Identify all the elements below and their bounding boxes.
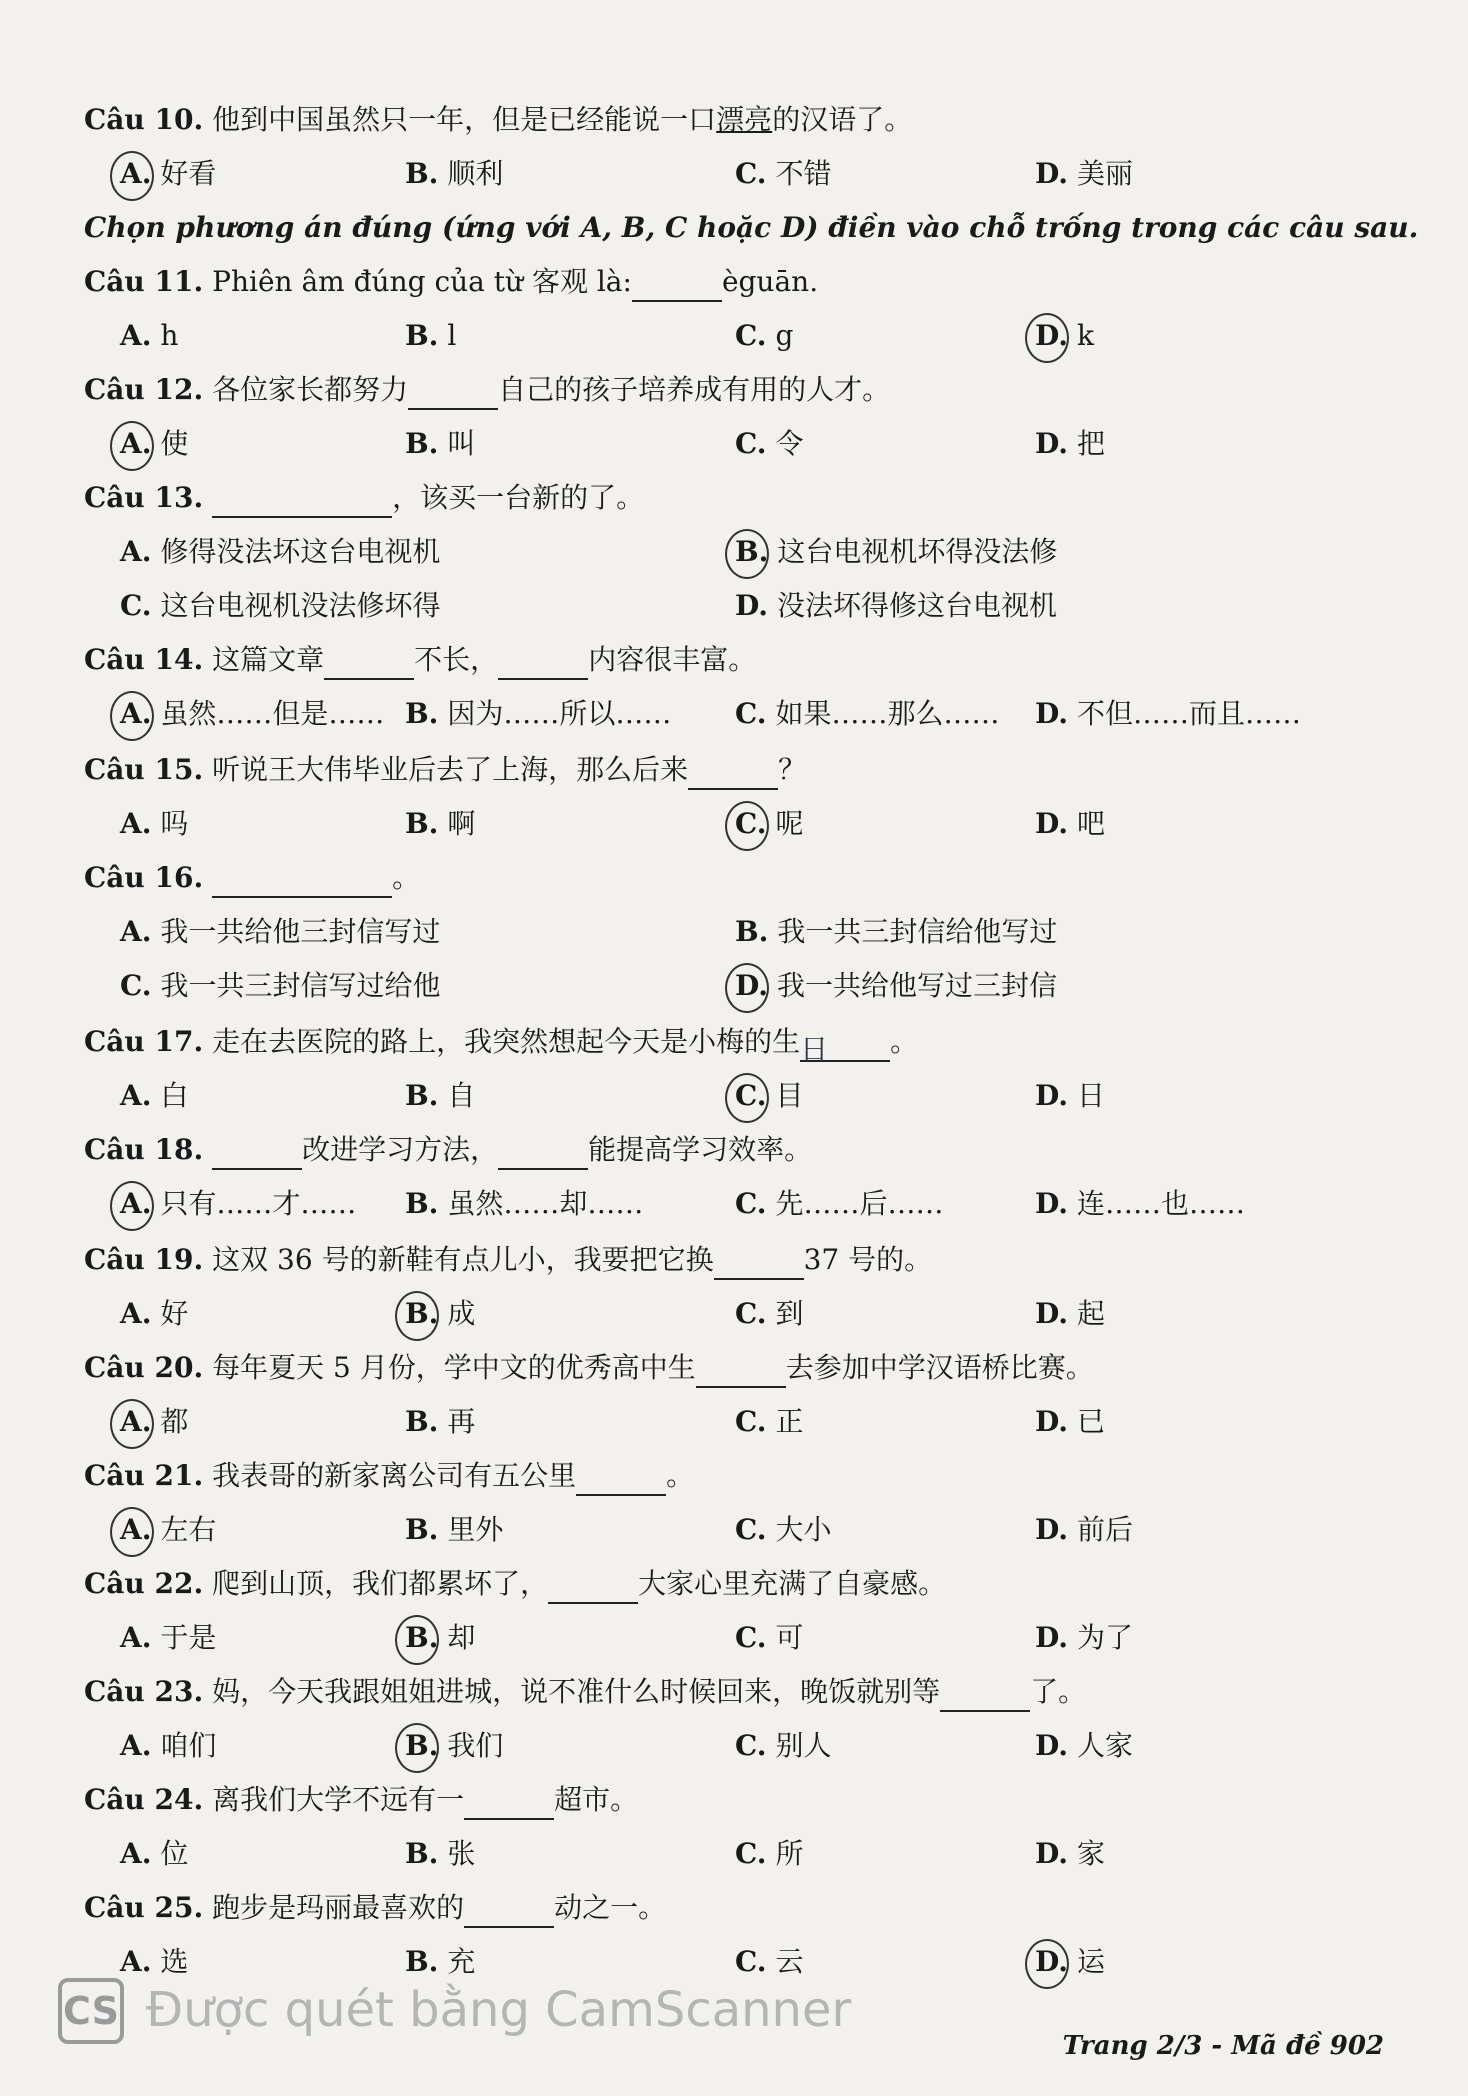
option-text: 我一共三封信给他写过: [777, 915, 1058, 948]
option-d[interactable]: [1035, 1402, 1105, 1442]
question-number: Câu 13.: [84, 481, 204, 514]
question-text-post: 内容很丰富。: [588, 643, 757, 676]
option-letter: A.: [120, 697, 152, 730]
option-text: 大小: [775, 1513, 832, 1546]
question-text-post: ，该买一台新的了。: [392, 481, 645, 514]
question-number: Câu 14.: [84, 643, 204, 676]
option-text: 位: [160, 1837, 189, 1870]
question-line: [84, 478, 644, 518]
answer-blank[interactable]: [940, 1680, 1030, 1712]
option-text: 所: [775, 1837, 804, 1870]
option-text: 却: [447, 1621, 476, 1654]
option-letter: D.: [1035, 1187, 1069, 1220]
option-a[interactable]: [120, 1618, 216, 1658]
question-number: Câu 10.: [84, 103, 204, 136]
option-d[interactable]: [1035, 804, 1105, 844]
question-text-pre: 离我们大学不远有一: [212, 1783, 465, 1816]
option-letter: B.: [405, 807, 439, 840]
question-line: [84, 1240, 932, 1280]
question-text-post: 了。: [1030, 1675, 1087, 1708]
question-line: [84, 1022, 919, 1066]
option-c[interactable]: [735, 1942, 803, 1982]
option-b[interactable]: [405, 1726, 503, 1766]
option-text: 我一共给他三封信写过: [160, 915, 441, 948]
question-text-post: 大家心里充满了自豪感。: [638, 1567, 947, 1600]
option-d[interactable]: [1035, 1942, 1105, 1982]
question-text-pre: 我表哥的新家离公司有五公里: [212, 1459, 577, 1492]
option-text: 都: [160, 1405, 189, 1438]
option-d[interactable]: [1035, 316, 1094, 356]
option-d[interactable]: [1035, 1618, 1133, 1658]
option-text: 吗: [160, 807, 189, 840]
option-a[interactable]: [120, 1726, 216, 1766]
scanned-watermark: Được quét bằng CamScanner: [146, 1982, 852, 2038]
question-text-pre: 这篇文章: [212, 643, 325, 676]
option-c[interactable]: [735, 694, 999, 734]
option-text: 到: [775, 1297, 804, 1330]
question-number: Câu 25.: [84, 1891, 204, 1924]
option-letter: A.: [120, 1079, 152, 1112]
option-b[interactable]: [405, 1294, 475, 1334]
question-text-mid: 不长，: [414, 643, 499, 676]
option-letter: A.: [120, 1513, 152, 1546]
option-text: 自: [447, 1079, 476, 1112]
option-text: 这台电视机没法修坏得: [160, 589, 441, 622]
option-a[interactable]: [120, 424, 188, 464]
option-letter: C.: [735, 1729, 767, 1762]
option-letter: A.: [120, 1297, 152, 1330]
answer-blank[interactable]: [576, 1464, 666, 1496]
answer-blank[interactable]: [212, 866, 392, 898]
option-letter: D.: [1035, 1837, 1069, 1870]
question-line: [84, 640, 756, 680]
option-d[interactable]: [1035, 1834, 1105, 1874]
question-text-post: 37 号的。: [803, 1243, 933, 1276]
instruction-text: Chọn phương án đúng (ứng với A, B, C hoặc D) điền vào chỗ trống trong các câu sau.: [84, 211, 1419, 244]
option-c[interactable]: [735, 1076, 803, 1116]
page-footer: Trang 2/3 - Mã đề 902: [1062, 2031, 1384, 2061]
option-letter: D.: [735, 969, 769, 1002]
option-text: 如果……那么……: [775, 697, 1000, 730]
option-letter: C.: [735, 1621, 767, 1654]
option-text: 令: [775, 427, 804, 460]
option-text: 我一共三封信写过给他: [160, 969, 441, 1002]
option-a[interactable]: [120, 154, 216, 194]
option-d[interactable]: [1035, 1076, 1105, 1116]
option-c[interactable]: [735, 1618, 803, 1658]
option-letter: A.: [120, 427, 152, 460]
option-c[interactable]: [735, 1294, 803, 1334]
option-letter: A.: [120, 1945, 152, 1978]
question-number: Câu 19.: [84, 1243, 204, 1276]
option-letter: B.: [405, 1187, 439, 1220]
option-letter: C.: [735, 319, 767, 352]
option-b[interactable]: [405, 154, 503, 194]
option-letter: D.: [1035, 697, 1069, 730]
option-letter: B.: [405, 1621, 439, 1654]
answer-blank[interactable]: [464, 1788, 554, 1820]
option-text: 可: [775, 1621, 804, 1654]
option-letter: A.: [120, 1729, 152, 1762]
option-letter: A.: [120, 319, 152, 352]
question-line: [84, 1564, 946, 1604]
option-letter: C.: [735, 1297, 767, 1330]
option-text: 这台电视机坏得没法修: [777, 535, 1058, 568]
option-c[interactable]: [735, 1726, 831, 1766]
option-letter: D.: [1035, 1079, 1069, 1112]
option-a[interactable]: [120, 804, 188, 844]
option-letter: C.: [735, 1945, 767, 1978]
option-letter: D.: [1035, 1729, 1069, 1762]
answer-blank[interactable]: [212, 1138, 302, 1170]
option-text: 起: [1076, 1297, 1105, 1330]
option-text: 顺利: [447, 157, 504, 190]
question-text-post: 。: [392, 861, 421, 894]
option-c[interactable]: [735, 316, 793, 356]
option-text: 修得没法坏这台电视机: [160, 535, 441, 568]
option-b[interactable]: [405, 694, 671, 734]
option-text: 再: [447, 1405, 476, 1438]
answer-blank[interactable]: [632, 270, 722, 302]
question-line: [84, 750, 806, 790]
option-letter: C.: [120, 589, 152, 622]
question-text-pre: 走在去医院的路上，我突然想起今天是小梅的生: [212, 1025, 801, 1058]
answer-blank[interactable]: [498, 1138, 588, 1170]
option-text: 日: [1076, 1079, 1105, 1112]
option-text: 连……也……: [1076, 1187, 1245, 1220]
option-letter: C.: [735, 807, 767, 840]
option-b[interactable]: [405, 1402, 475, 1442]
option-text: 没法坏得修这台电视机: [776, 589, 1057, 622]
option-c[interactable]: [735, 154, 831, 194]
option-b[interactable]: [405, 316, 456, 356]
option-d[interactable]: [1035, 1294, 1105, 1334]
option-text: 啊: [447, 807, 476, 840]
option-text: 虽然……却……: [447, 1187, 644, 1220]
option-letter: C.: [735, 1837, 767, 1870]
question-text-pre: 跑步是玛丽最喜欢的: [212, 1891, 465, 1924]
option-letter: C.: [735, 697, 767, 730]
option-text: 不但……而且……: [1076, 697, 1301, 730]
option-a[interactable]: [120, 1834, 188, 1874]
option-text: 使: [160, 427, 189, 460]
answer-blank[interactable]: [548, 1572, 638, 1604]
option-text: 呢: [775, 807, 804, 840]
question-text-mid: 改进学习方法，: [302, 1133, 499, 1166]
option-letter: C.: [120, 969, 152, 1002]
option-letter: B.: [735, 915, 769, 948]
option-letter: B.: [735, 535, 769, 568]
option-d[interactable]: [735, 966, 1057, 1006]
option-d[interactable]: [1035, 694, 1301, 734]
option-letter: A.: [120, 915, 152, 948]
option-c[interactable]: [735, 1510, 831, 1550]
question-number: Câu 12.: [84, 373, 204, 406]
option-letter: D.: [1035, 1945, 1069, 1978]
option-b[interactable]: [405, 1834, 475, 1874]
option-d[interactable]: [1035, 154, 1133, 194]
option-letter: B.: [405, 1405, 439, 1438]
option-letter: A.: [120, 1187, 152, 1220]
question-text-post: 的汉语了。: [772, 103, 913, 136]
option-a[interactable]: [120, 694, 384, 734]
option-text: 我一共给他写过三封信: [776, 969, 1057, 1002]
option-c[interactable]: [120, 586, 440, 626]
option-text: 正: [775, 1405, 804, 1438]
option-letter: B.: [405, 319, 439, 352]
option-text: 好: [160, 1297, 189, 1330]
option-text: 咱们: [160, 1729, 217, 1762]
option-text: 里外: [447, 1513, 504, 1546]
option-text: 美丽: [1076, 157, 1133, 190]
option-text: 因为……所以……: [447, 697, 672, 730]
option-text: 左右: [160, 1513, 217, 1546]
option-letter: D.: [735, 589, 769, 622]
underlined-word: 漂亮: [716, 103, 773, 136]
option-a[interactable]: [120, 1294, 188, 1334]
question-text-post: èguān.: [721, 265, 819, 298]
answer-blank[interactable]: [498, 648, 588, 680]
option-text: h: [160, 319, 179, 352]
question-number: Câu 15.: [84, 753, 204, 786]
question-line: [84, 1348, 1094, 1388]
option-a[interactable]: [120, 1942, 188, 1982]
option-text: k: [1076, 319, 1094, 352]
camscanner-logo: CS: [58, 1978, 124, 2044]
question-line: [84, 1456, 694, 1496]
option-letter: B.: [405, 157, 439, 190]
option-letter: D.: [1035, 1621, 1069, 1654]
option-letter: D.: [1035, 1513, 1069, 1546]
option-a[interactable]: [120, 1402, 188, 1442]
option-letter: C.: [735, 1405, 767, 1438]
option-text: 家: [1076, 1837, 1105, 1870]
answer-blank[interactable]: [800, 1030, 890, 1066]
option-text: 充: [447, 1945, 476, 1978]
option-letter: D.: [1035, 157, 1069, 190]
question-text-post: 动之一。: [554, 1891, 667, 1924]
question-line: [84, 100, 912, 140]
option-letter: A.: [120, 1837, 152, 1870]
option-b[interactable]: [405, 424, 475, 464]
option-letter: B.: [405, 697, 439, 730]
question-number: Câu 20.: [84, 1351, 204, 1384]
option-letter: D.: [1035, 319, 1069, 352]
option-d[interactable]: [1035, 424, 1105, 464]
question-text-post: ？: [778, 753, 807, 786]
option-letter: D.: [1035, 807, 1069, 840]
question-text-post: 超市。: [554, 1783, 639, 1816]
question-text-pre: 爬到山顶，我们都累坏了，: [212, 1567, 549, 1600]
question-line: [84, 1780, 638, 1820]
question-text-pre: 他到中国虽然只一年，但是已经能说一口: [212, 103, 717, 136]
option-text: 目: [775, 1079, 804, 1112]
option-text: 于是: [160, 1621, 217, 1654]
option-text: 我们: [447, 1729, 504, 1762]
answer-blank[interactable]: [714, 1248, 804, 1280]
option-a[interactable]: [120, 1510, 216, 1550]
question-line: [84, 858, 420, 898]
option-a[interactable]: [120, 1076, 188, 1116]
option-text: 吧: [1076, 807, 1105, 840]
question-text-pre: Phiên âm đúng của từ 客观 là:: [212, 265, 632, 298]
option-text: 虽然……但是……: [160, 697, 385, 730]
option-text: 前后: [1076, 1513, 1133, 1546]
answer-blank[interactable]: [464, 1896, 554, 1928]
question-number: Câu 18.: [84, 1133, 204, 1166]
question-number: Câu 11.: [84, 265, 204, 298]
option-text: g: [775, 319, 794, 352]
option-letter: D.: [1035, 1297, 1069, 1330]
question-text-pre: 妈，今天我跟姐姐进城，说不准什么时候回来，晚饭就别等: [212, 1675, 941, 1708]
option-text: 白: [160, 1079, 189, 1112]
question-text-pre: 各位家长都努力: [212, 373, 409, 406]
question-line: [84, 1888, 666, 1928]
question-text-post: 自己的孩子培养成有用的人才。: [498, 373, 891, 406]
option-text: 不错: [775, 157, 832, 190]
question-line: [84, 1130, 812, 1170]
option-a[interactable]: [120, 532, 440, 572]
option-c[interactable]: [735, 804, 803, 844]
option-text: 把: [1076, 427, 1105, 460]
option-a[interactable]: [120, 316, 178, 356]
question-number: Câu 23.: [84, 1675, 204, 1708]
question-text-post: 去参加中学汉语桥比赛。: [785, 1351, 1094, 1384]
option-text: 云: [775, 1945, 804, 1978]
option-a[interactable]: [120, 1184, 356, 1224]
question-number: Câu 22.: [84, 1567, 204, 1600]
answer-blank[interactable]: [696, 1356, 786, 1388]
option-b[interactable]: [405, 1618, 475, 1658]
question-text-post: 能提高学习效率。: [588, 1133, 813, 1166]
question-number: Câu 24.: [84, 1783, 204, 1816]
option-letter: B.: [405, 1297, 439, 1330]
option-text: 叫: [447, 427, 476, 460]
option-letter: A.: [120, 1405, 152, 1438]
answer-blank[interactable]: [688, 758, 778, 790]
option-letter: B.: [405, 1837, 439, 1870]
option-b[interactable]: [735, 532, 1057, 572]
option-letter: A.: [120, 807, 152, 840]
option-letter: B.: [405, 1079, 439, 1112]
option-letter: C.: [735, 1513, 767, 1546]
option-b[interactable]: [405, 804, 475, 844]
option-text: 已: [1076, 1405, 1105, 1438]
option-c[interactable]: [735, 1184, 943, 1224]
option-letter: A.: [120, 157, 152, 190]
option-letter: B.: [405, 1945, 439, 1978]
option-c[interactable]: [735, 1402, 803, 1442]
option-text: 选: [160, 1945, 189, 1978]
option-a[interactable]: [120, 912, 440, 952]
option-d[interactable]: [735, 586, 1057, 626]
answer-blank[interactable]: [408, 378, 498, 410]
question-number: Câu 17.: [84, 1025, 204, 1058]
option-text: 好看: [160, 157, 217, 190]
option-b[interactable]: [405, 1184, 643, 1224]
option-c[interactable]: [735, 1834, 803, 1874]
option-text: 为了: [1076, 1621, 1133, 1654]
option-text: 别人: [775, 1729, 832, 1762]
question-number: Câu 16.: [84, 861, 204, 894]
option-b[interactable]: [405, 1510, 503, 1550]
option-d[interactable]: [1035, 1510, 1133, 1550]
option-letter: C.: [735, 1079, 767, 1112]
option-text: 先……后……: [775, 1187, 944, 1220]
question-line: [84, 1672, 1086, 1712]
question-line: [84, 370, 890, 410]
question-text-post: 。: [890, 1025, 919, 1058]
answer-blank[interactable]: [212, 486, 392, 518]
option-text: 成: [447, 1297, 476, 1330]
option-text: 人家: [1076, 1729, 1133, 1762]
option-text: l: [447, 319, 457, 352]
option-letter: B.: [405, 1513, 439, 1546]
handwritten-answer: 日: [800, 1033, 829, 1066]
option-text: 只有……才……: [160, 1187, 357, 1220]
answer-blank[interactable]: [324, 648, 414, 680]
option-b[interactable]: [405, 1942, 475, 1982]
option-text: 张: [447, 1837, 476, 1870]
option-letter: D.: [1035, 427, 1069, 460]
option-text: 运: [1076, 1945, 1105, 1978]
question-text-pre: 听说王大伟毕业后去了上海，那么后来: [212, 753, 689, 786]
option-letter: A.: [120, 1621, 152, 1654]
option-b[interactable]: [735, 912, 1057, 952]
option-letter: A.: [120, 535, 152, 568]
option-c[interactable]: [735, 424, 803, 464]
question-text-post: 。: [666, 1459, 695, 1492]
option-letter: C.: [735, 427, 767, 460]
option-letter: D.: [1035, 1405, 1069, 1438]
question-number: Câu 21.: [84, 1459, 204, 1492]
option-letter: C.: [735, 157, 767, 190]
option-letter: B.: [405, 427, 439, 460]
option-letter: C.: [735, 1187, 767, 1220]
question-text-pre: 这双 36 号的新鞋有点儿小，我要把它换: [212, 1243, 714, 1276]
option-b[interactable]: [405, 1076, 475, 1116]
option-d[interactable]: [1035, 1726, 1133, 1766]
question-text-pre: 每年夏天 5 月份，学中文的优秀高中生: [212, 1351, 696, 1384]
option-letter: B.: [405, 1729, 439, 1762]
question-line: [84, 262, 818, 302]
option-c[interactable]: [120, 966, 440, 1006]
option-d[interactable]: [1035, 1184, 1245, 1224]
